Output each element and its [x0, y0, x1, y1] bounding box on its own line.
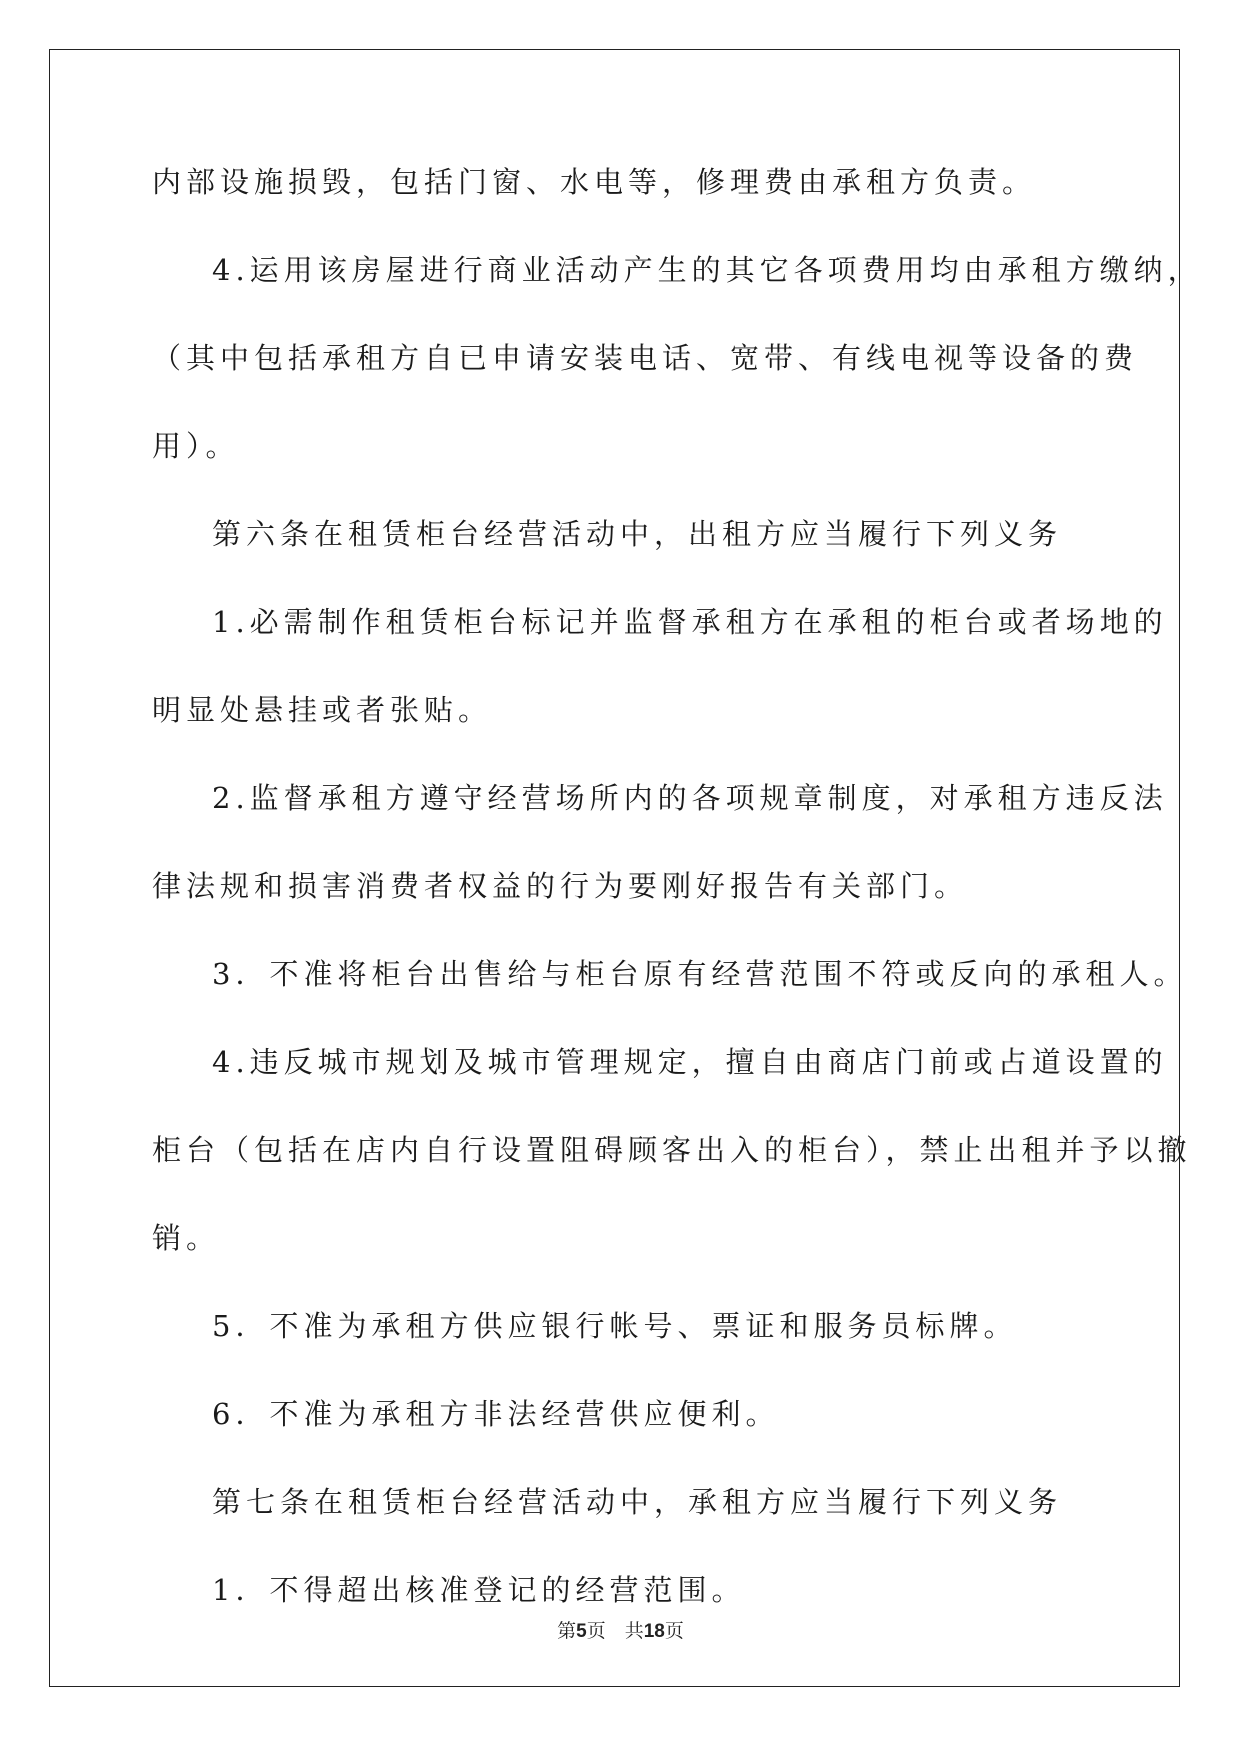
text-line: 6．不准为承租方非法经营供应便利。: [212, 1397, 780, 1431]
text-line: 4.违反城市规划及城市管理规定，擅自由商店门前或占道设置的: [212, 1045, 1168, 1079]
footer-page-number: 5: [576, 1621, 587, 1642]
document-body: [152, 160, 1202, 1656]
text-line: 用）。: [152, 429, 240, 463]
text-line: 4.运用该房屋进行商业活动产生的其它各项费用均由承租方缴纳，: [212, 253, 1202, 287]
text-line: 柜台（包括在店内自行设置阻碍顾客出入的柜台），禁止出租并予以撤: [152, 1133, 1192, 1167]
text-line: 1.必需制作租赁柜台标记并监督承租方在承租的柜台或者场地的: [212, 605, 1168, 639]
text-line: 律法规和损害消费者权益的行为要刚好报告有关部门。: [152, 869, 969, 903]
text-line: 销。: [152, 1221, 221, 1255]
text-line: 1．不得超出核准登记的经营范围。: [212, 1573, 746, 1607]
text-line: 3．不准将柜台出售给与柜台原有经营范围不符或反向的承租人。: [212, 957, 1188, 991]
text-line: 第七条在租赁柜台经营活动中，承租方应当履行下列义务: [212, 1485, 1063, 1519]
text-line: 第六条在租赁柜台经营活动中，出租方应当履行下列义务: [212, 517, 1063, 551]
text-line: 5．不准为承租方供应银行帐号、票证和服务员标牌。: [212, 1309, 1018, 1343]
text-line: 2.监督承租方遵守经营场所内的各项规章制度，对承租方违反法: [212, 781, 1168, 815]
footer-prefix: 第: [557, 1620, 577, 1642]
footer-total-pages: 18: [643, 1621, 665, 1642]
footer-suffix: 页: [664, 1620, 684, 1642]
page-footer: [0, 1616, 1241, 1643]
text-line: （其中包括承租方自已申请安装电话、宽带、有线电视等设备的费: [152, 341, 1139, 375]
text-line: 明显处悬挂或者张贴。: [152, 693, 493, 727]
text-line: 内部设施损毁，包括门窗、水电等，修理费由承租方负责。: [152, 165, 1037, 199]
footer-middle: 页 共: [586, 1620, 644, 1642]
